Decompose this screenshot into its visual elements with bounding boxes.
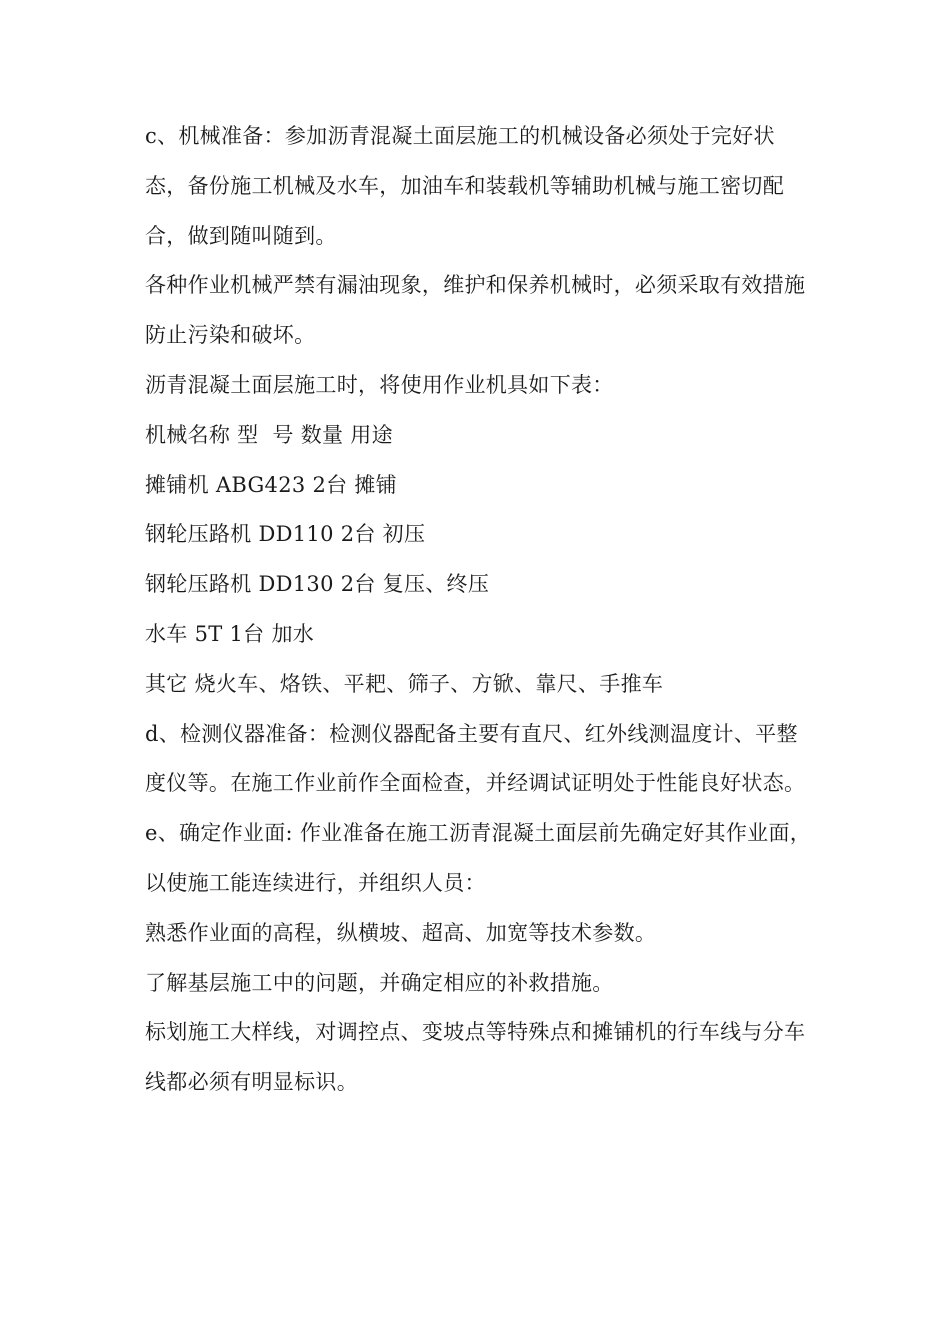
paragraph-marking-lines: 标划施工大样线，对调控点、变坡点等特殊点和摊铺机的行车线与分车线都必须有明显标识。 — [145, 1020, 806, 1095]
equipment-row-roller-dd110: 钢轮压路机 DD110 2台 初压 — [145, 522, 426, 547]
paragraph-understand-issues: 了解基层施工中的问题，并确定相应的补救措施。 — [145, 970, 614, 995]
document-body — [145, 112, 815, 1108]
equipment-row-other: 其它 烧火车、烙铁、平耙、筛子、方锨、靠尺、手推车 — [145, 671, 664, 696]
equipment-table-header: 机械名称 型 号 数量 用途 — [145, 422, 393, 447]
equipment-row-water-truck: 水车 5T 1台 加水 — [145, 621, 315, 646]
equipment-row-roller-dd130: 钢轮压路机 DD130 2台 复压、终压 — [145, 572, 490, 597]
paragraph-familiarize: 熟悉作业面的高程，纵横坡、超高、加宽等技术参数。 — [145, 920, 657, 945]
equipment-row-paver: 摊铺机 ABG423 2台 摊铺 — [145, 472, 398, 497]
paragraph-work-surface: e、确定作业面: 作业准备在施工沥青混凝土面层前先确定好其作业面，以使施工能连续进行，并组织人员： — [145, 821, 812, 895]
paragraph-machinery-prep: c、机械准备：参加沥青混凝土面层施工的机械设备必须处于完好状态，备份施工机械及水车，加油车和装载机等辅助机械与施工密切配合，做到随叫随到。 — [145, 124, 784, 248]
paragraph-equipment-intro: 沥青混凝土面层施工时，将使用作业机具如下表： — [145, 372, 614, 397]
paragraph-oil-leak: 各种作业机械严禁有漏油现象，维护和保养机械时，必须采取有效措施防止污染和破坏。 — [145, 273, 806, 348]
paragraph-instrument-prep: d、检测仪器准备：检测仪器配备主要有直尺、红外线测温度计、平整度仪等。在施工作业前作全面检查，并经调试证明处于性能良好状态。 — [145, 721, 806, 796]
